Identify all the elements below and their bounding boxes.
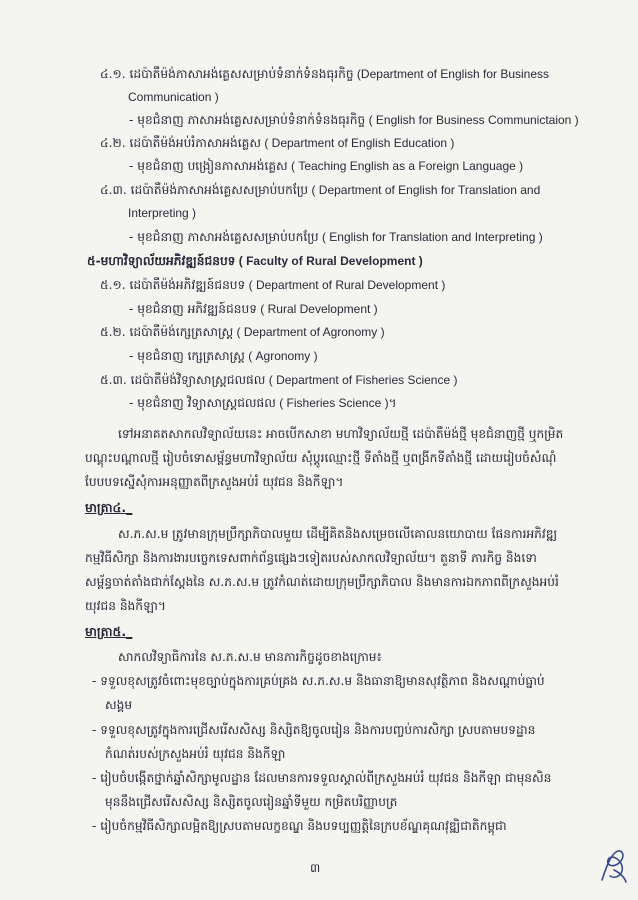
english-text: ( Department of English for Translation and [308, 183, 541, 197]
khmer-text: ៥-មហាវិទ្យាល័យអភិវឌ្ឍន៍ជនបទ [87, 254, 236, 268]
text-line [85, 548, 537, 568]
english-text: ( Department of Fisheries Science ) [265, 373, 458, 387]
english-text: ( Department of Rural Development ) [245, 278, 446, 292]
english-text: ( Agronomy ) [244, 349, 318, 363]
khmer-text: - រៀបចំកម្មវិធីសិក្សាលម្អិតឱ្យស្របតាមលក្ខខណ្ឌ និងបទប្បញ្ញត្តិនៃក្របខ័ណ្ឌគុណវុឌ្ឍិជាតិកម្ពុជា [92, 819, 507, 833]
khmer-text: កម្មវិធីសិក្សា និងការងារបច្ចេកទេសពាក់ព័ន្ធផ្សេងៗទៀតរបស់សាកលវិទ្យាល័យ។ តួនាទី ភារកិច្ច និងទោ [85, 551, 537, 565]
text-line [100, 322, 385, 342]
khmer-text: - មុខជំនាញ បង្រៀនភាសាអង់គ្លេស [129, 159, 288, 173]
khmer-text: - មុខជំនាញ ភាសាអង់គ្លេសសម្រាប់ទំនាក់ទំនងធុរកិច្ច [129, 113, 366, 127]
khmer-text: - មុខជំនាញ ភាសាអង់គ្លេសសម្រាប់បកប្រែ [129, 230, 319, 244]
khmer-text: - មុខជំនាញ អភិវឌ្ឍន៍ជនបទ [129, 302, 257, 316]
initials-signature [596, 846, 630, 886]
khmer-text: - រៀបចំបង្កើតថ្នាក់ឆ្នាំសិក្សាមូលដ្ឋាន ដែលមានការទទួលស្គាល់ពីក្រសួងអប់រំ យុវជន និងកីឡា ជាមុនសិន [92, 771, 552, 785]
khmer-text: មាត្រា៥._ [85, 624, 133, 639]
khmer-text: បែបបទស្នើសុំការអនុញ្ញាតពីក្រសួងអប់រំ យុវជន និងកីឡា។ [85, 475, 344, 489]
khmer-text: ទៅអនាគតសាកលវិទ្យាល័យនេះ អាចបើកសាខា មហាវិទ្យាល័យថ្មី ដេប៉ាតឺម៉ង់ថ្មី មុខជំនាញថ្មី ឬកម្រិត [118, 427, 564, 441]
text-line [118, 424, 563, 444]
english-text: (Department of English for Business [353, 67, 550, 81]
text-line [92, 768, 551, 788]
khmer-text: សម្ព័ន្ធចាត់តាំងជាក់ស្តែងនៃ ស.ភ.ស.ម ត្រូវកំណត់ដោយក្រុមប្រឹក្សាភិបាល និងមានការឯកភាពពីក្រសួងអប់រំ [85, 575, 559, 589]
text-line [128, 203, 196, 223]
khmer-text: ស.ភ.ស.ម ត្រូវមានក្រុមប្រឹក្សាភិបាលមួយ ដើម្បីគិតនិងសម្រេចលើគោលនយោបាយ ផែនការអភិវឌ្ឍ [118, 527, 558, 541]
text-line [100, 64, 549, 84]
khmer-text: - មុខជំនាញ វិទ្យាសាស្ត្រជលផល [129, 396, 276, 410]
khmer-text: សង្គម [105, 698, 133, 712]
khmer-text: សាកលវិទ្យាធិការនៃ ស.ភ.ស.ម មានភារកិច្ចដូចខាងក្រោម៖ [118, 650, 382, 664]
english-text: ( Fisheries Science )។ [275, 396, 397, 410]
text-line [100, 133, 454, 153]
text-line [105, 744, 285, 764]
text-line [128, 87, 219, 107]
english-text: ( English for Business Communictaion ) [365, 113, 579, 127]
english-text: ( Department of Agronomy ) [233, 325, 385, 339]
text-line [85, 448, 556, 468]
text-line [85, 596, 166, 616]
english-text: ( Department of English Education ) [261, 136, 455, 150]
english-text: Interpreting ) [128, 206, 197, 220]
text-line [100, 275, 445, 295]
text-line [85, 572, 559, 592]
text-line [100, 370, 457, 390]
khmer-text: មុននឹងជ្រើសរើសសិស្ស និស្សិតចូលរៀនឆ្នាំទីមួយ កម្រិតបរិញ្ញាបត្រ [105, 795, 398, 809]
khmer-text: ៤.១. ដេប៉ាតឺម៉ង់ភាសាអង់គ្លេសសម្រាប់ទំនាក់ទំនងធុរកិច្ច [100, 67, 354, 81]
khmer-text: ៥.១. ដេប៉ាតឺម៉ង់អភិវឌ្ឍន៍ជនបទ [100, 278, 246, 292]
khmer-text: ៤.២. ដេប៉ាតឺម៉ង់អប់រំភាសាអង់គ្លេស [100, 136, 261, 150]
text-line [85, 472, 343, 492]
khmer-text: - ទទួលខុសត្រូវក្នុងការជ្រើសរើសសិស្ស និស្សិតឱ្យចូលរៀន និងការបញ្ចប់ការសិក្សា ស្របតាមបទដ្ឋាន [92, 723, 536, 737]
page-number: ៣ [310, 861, 321, 875]
text-line [129, 299, 378, 319]
text-line [118, 524, 557, 544]
khmer-text: ៥.៣. ដេប៉ាតឺម៉ង់វិទ្យាសាស្ត្រជលផល [100, 373, 266, 387]
text-line [87, 251, 423, 271]
khmer-text: ៤.៣. ដេប៉ាតឺម៉ង់ភាសាអង់គ្លេសសម្រាប់បកប្រែ [100, 183, 309, 197]
text-line [129, 110, 579, 130]
article-heading [85, 498, 132, 518]
article-heading [85, 622, 132, 642]
text-line [105, 792, 397, 812]
text-line [92, 720, 535, 740]
text-line [100, 180, 540, 200]
english-text: ( Rural Development ) [256, 302, 378, 316]
khmer-text: កំណត់របស់ក្រសួងអប់រំ យុវជន និងកីឡា [105, 747, 286, 761]
text-line [92, 816, 507, 836]
khmer-text: យុវជន និងកីឡា។ [85, 599, 166, 613]
khmer-text: បណ្តុះបណ្តាលថ្មី រៀបចំទោសម្ព័ន្ធមហាវិទ្យាល័យ សុំប្តូរឈ្មោះថ្មី ទីតាំងថ្មី ឬពង្រីកទីតាំងថ្មី ដោយរៀបចំសំណុំ [85, 451, 557, 465]
english-text: Communication ) [128, 90, 219, 104]
english-text: ( English for Translation and Interpreting ) [318, 230, 543, 244]
text-line [118, 647, 382, 667]
khmer-text: មាត្រា៤._ [85, 500, 133, 515]
text-line [129, 346, 318, 366]
text-line [105, 695, 132, 715]
english-text: ( Teaching English as a Foreign Language ) [287, 159, 524, 173]
khmer-text: ៥.២. ដេប៉ាតឺម៉ង់ក្សេត្រសាស្ត្រ [100, 325, 234, 339]
khmer-text: - មុខជំនាញ ក្សេត្រសាស្ត្រ [129, 349, 245, 363]
text-line [92, 671, 545, 691]
text-line [129, 156, 523, 176]
text-line [129, 227, 543, 247]
english-text: ( Faculty of Rural Development ) [235, 254, 423, 268]
khmer-text: - ទទួលខុសត្រូវចំពោះមុខច្បាប់ក្នុងការគ្រប់គ្រង ស.ភ.ស.ម និងធានាឱ្យមានសុវត្ថិភាព និងសណ្តាប់ធ្នាប់ [92, 674, 545, 688]
text-line [129, 393, 396, 413]
